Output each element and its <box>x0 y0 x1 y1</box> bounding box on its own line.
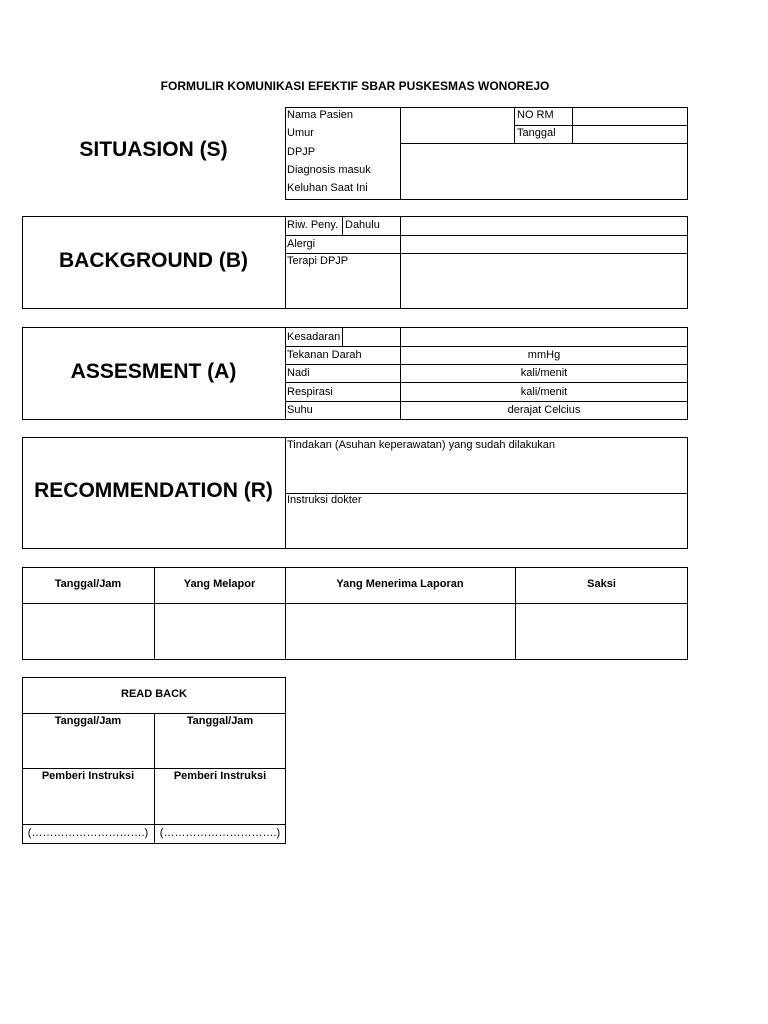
situation-heading: SITUASION (S) <box>79 138 228 161</box>
label-diagnosis: Diagnosis masuk <box>287 164 371 176</box>
label-nadi: Nadi <box>287 367 310 379</box>
label-riw-peny: Riw. Peny. <box>287 219 339 231</box>
label-keluhan: Keluhan Saat Ini <box>287 182 368 194</box>
label-umur: Umur <box>287 127 314 139</box>
label-dpjp: DPJP <box>287 146 316 158</box>
background-heading: BACKGROUND (B) <box>59 249 248 272</box>
label-dahulu: Dahulu <box>345 219 380 231</box>
label-no-rm: NO RM <box>517 109 554 121</box>
unit-suhu: derajat Celcius <box>507 404 581 416</box>
label-tekanan-darah: Tekanan Darah <box>287 349 362 361</box>
read-back-giver-1: Pemberi Instruksi <box>41 770 135 782</box>
unit-nadi: kali/menit <box>520 367 568 379</box>
unit-mmhg: mmHg <box>527 349 561 361</box>
assessment-heading: ASSESMENT (A) <box>70 360 237 383</box>
form-title: FORMULIR KOMUNIKASI EFEKTIF SBAR PUSKESMAS WONOREJO <box>160 79 550 93</box>
header-yang-menerima: Yang Menerima Laporan <box>336 578 464 590</box>
label-terapi-dpjp: Terapi DPJP <box>287 255 349 267</box>
label-tanggal: Tanggal <box>517 127 556 139</box>
label-nama-pasien: Nama Pasien <box>287 109 354 121</box>
unit-respirasi: kali/menit <box>520 386 568 398</box>
header-yang-melapor: Yang Melapor <box>183 578 256 590</box>
recommendation-heading: RECOMMENDATION (R) <box>34 479 273 502</box>
label-kesadaran: Kesadaran <box>287 331 341 343</box>
label-alergi: Alergi <box>287 238 316 250</box>
read-back-date-2: Tanggal/Jam <box>186 715 254 727</box>
read-back-giver-2: Pemberi Instruksi <box>173 770 267 782</box>
header-tanggal-jam: Tanggal/Jam <box>54 578 122 590</box>
label-tindakan: Tindakan (Asuhan keperawatan) yang sudah dilakukan <box>287 439 556 451</box>
label-instruksi-dokter: Instruksi dokter <box>287 494 362 506</box>
read-back-sign-1: (………………………….) <box>27 827 149 839</box>
label-suhu: Suhu <box>287 404 313 416</box>
read-back-title: READ BACK <box>121 688 187 700</box>
header-saksi: Saksi <box>587 578 616 590</box>
read-back-date-1: Tanggal/Jam <box>54 715 122 727</box>
label-respirasi: Respirasi <box>287 386 333 398</box>
read-back-sign-2: (………………………….) <box>159 827 281 839</box>
